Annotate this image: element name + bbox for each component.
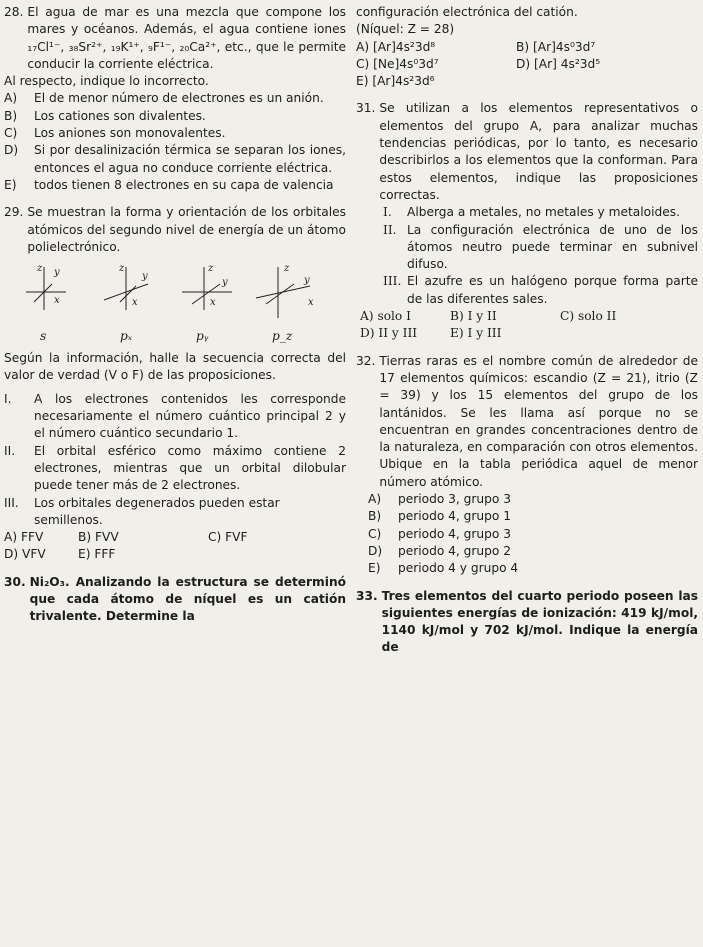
proposition-1: I. A los electrones contenidos les corresponde necesariamente el número cuántico principal 2 y el número cuántico secundario 1. (4, 391, 346, 441)
left-column (4, 4, 346, 626)
option-c[interactable]: C) Los aniones son monovalentes. (4, 126, 226, 141)
option-c[interactable]: C) solo II (560, 309, 617, 324)
axis-label-z: z (208, 263, 214, 275)
proposition-2: II. El orbital esférico como máximo contiene 2 electrones, mientras que un orbital dilobular puede tener más de 2 electrones. (4, 443, 346, 493)
question-stem: Se utilizan a los elementos representativos o elementos del grupo A, para analizar muchas tendencias periódicas, por lo tanto, es necesario describirlos a los elementos que la conforman. Para estos elementos, indique las proposiciones correctas. (379, 101, 698, 202)
question-stem: Ni₂O₃. Analizando la estructura se determinó que cada átomo de níquel es un catión trivalente. Determine la (29, 574, 346, 624)
option-d[interactable]: D) Si por desalinización térmica se separan los iones, entonces el agua no conduce corriente eléctrica. (4, 143, 346, 175)
axis-label-z: z (119, 263, 125, 275)
axis-label-x: x (308, 297, 314, 309)
orbital-label-pz: p_z (272, 329, 293, 344)
option-a[interactable]: A) solo I (360, 309, 411, 324)
option-a[interactable]: A) periodo 3, grupo 3 (368, 492, 511, 507)
option-d[interactable]: D) [Ar] 4s²3d⁵ (516, 56, 601, 71)
question-hint: (Níquel: Z = 28) (356, 22, 455, 37)
axis-label-y: y (304, 275, 310, 287)
axis-label-y: y (142, 271, 148, 283)
question-number: 30. (4, 574, 26, 589)
question-stem: Tres elementos del cuarto periodo poseen las siguientes energías de ionización: 419 kJ/mol, 1140 kJ/mol y 702 kJ/mol. Indique la energía de (381, 588, 698, 655)
option-e[interactable]: E) [Ar]4s²3d⁶ (356, 74, 435, 89)
question-32 (356, 353, 698, 578)
option-b[interactable]: B) I y II (450, 309, 497, 324)
orbital-label-s: s (40, 329, 47, 344)
question-31 (356, 100, 698, 342)
orbital-label-py: pᵧ (196, 329, 209, 344)
option-b[interactable]: B) FVV (78, 530, 119, 545)
question-prompt: Al respecto, indique lo incorrecto. (4, 74, 209, 89)
question-stem: Se muestran la forma y orientación de los orbitales atómicos del segundo nivel de energía de un átomo polielectrónico. (27, 205, 346, 254)
option-d[interactable]: D) VFV (4, 547, 46, 562)
question-number: 28. (4, 5, 24, 19)
option-d[interactable]: D) periodo 4, grupo 2 (368, 543, 511, 558)
option-e[interactable]: E) periodo 4 y grupo 4 (368, 561, 519, 576)
option-c[interactable]: C) FVF (208, 530, 248, 545)
question-stem: El agua de mar es una mezcla que compone los mares y océanos. Además, el agua contiene iones ₁₇Cl¹⁻, ₃₈Sr²⁺, ₁₉K¹⁺, ₉F¹⁻, ₂₀Ca²⁺, etc., que le permite conducir la corriente eléctrica. (27, 5, 346, 71)
question-number: 32. (356, 353, 376, 368)
axis-label-x: x (132, 297, 138, 309)
orbital-label-px: pₓ (120, 329, 133, 344)
question-number: 31. (356, 101, 376, 116)
orbital-figure (24, 262, 346, 350)
question-stem: Tierras raras es el nombre común de alrededor de 17 elementos químicos: escandio (Z = 21), itrio (Z = 39) y los 15 elementos del grupo de los lantánidos. Se les llama así porque no se encuentran en grandes concentraciones dentro de la naturaleza, en comparación con otros elementos. Ubique en la tabla periódica aquel de menor número atómico. (379, 353, 698, 489)
option-b[interactable]: B) periodo 4, grupo 1 (368, 509, 511, 524)
question-29 (4, 204, 346, 563)
axis-label-y: y (222, 277, 228, 289)
axis-label-x: x (54, 295, 60, 307)
option-a[interactable]: A) [Ar]4s²3d⁸ (356, 39, 436, 54)
axis-label-x: x (210, 297, 216, 309)
proposition-1: I. Alberga a metales, no metales y metaloides. (383, 205, 680, 220)
axis-label-z: z (284, 263, 290, 275)
question-number: 29. (4, 205, 24, 220)
option-c[interactable]: C) periodo 4, grupo 3 (368, 526, 511, 541)
option-d[interactable]: D) II y III (360, 326, 418, 341)
option-b[interactable]: B) [Ar]4s⁰3d⁷ (516, 39, 596, 54)
option-c[interactable]: C) [Ne]4s⁰3d⁷ (356, 56, 439, 71)
question-30-continued (356, 4, 698, 90)
proposition-3: III. El azufre es un halógeno porque forma parte de las diferentes sales. (383, 274, 698, 306)
proposition-3: III. Los orbitales degenerados pueden estar semillenos. (4, 495, 280, 527)
question-prompt: Según la información, halle la secuencia correcta del valor de verdad (V o F) de las proposiciones. (4, 351, 346, 383)
option-a[interactable]: A) El de menor número de electrones es un anión. (4, 91, 324, 106)
option-e[interactable]: E) FFF (78, 547, 116, 562)
question-30 (4, 574, 346, 626)
option-e[interactable]: E) todos tienen 8 electrones en su capa de valencia (4, 177, 334, 192)
question-stem-continued: configuración electrónica del catión. (356, 5, 578, 19)
right-column (356, 4, 698, 657)
proposition-2: II. La configuración electrónica de uno de los átomos neutro puede terminar en subnivel difuso. (383, 222, 698, 272)
question-number: 33. (356, 588, 378, 603)
axis-label-y: y (54, 267, 60, 279)
question-28 (4, 4, 346, 194)
option-b[interactable]: B) Los cationes son divalentes. (4, 108, 206, 123)
axis-label-z: z (37, 263, 43, 275)
option-a[interactable]: A) FFV (4, 530, 44, 545)
option-e[interactable]: E) I y III (450, 326, 502, 341)
question-33 (356, 588, 698, 657)
